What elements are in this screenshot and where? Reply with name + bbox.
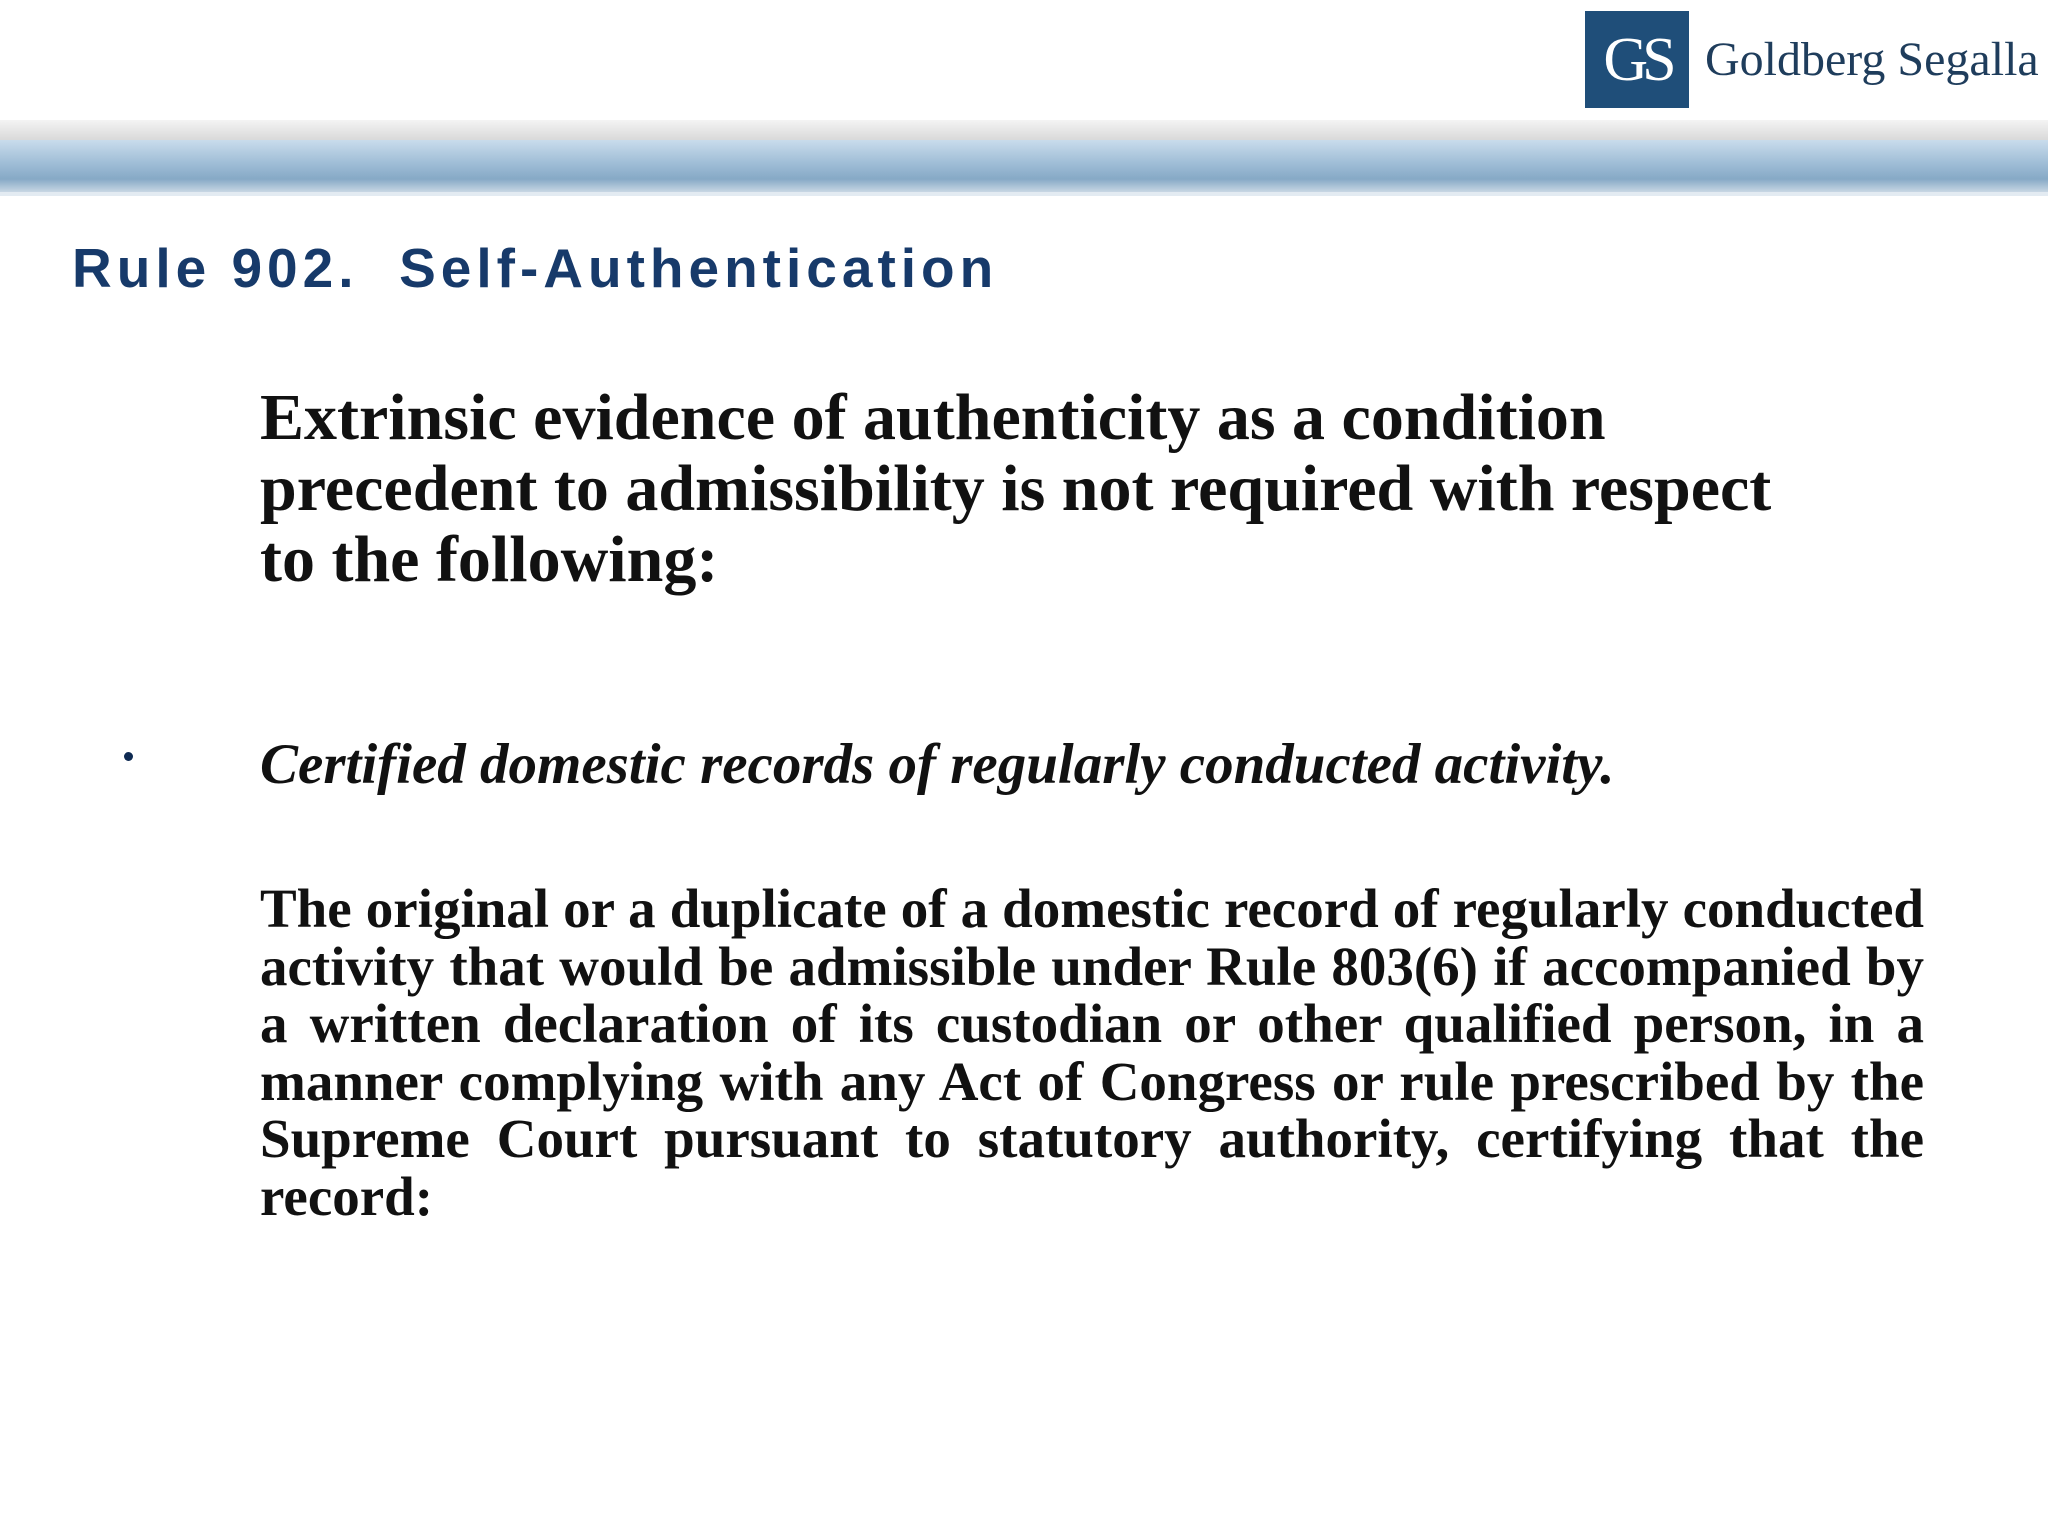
company-logo	[1585, 11, 2039, 108]
bullet-icon	[124, 752, 133, 761]
intro-paragraph: Extrinsic evidence of authenticity as a condition precedent to admissibility is not required with respect to the following:	[260, 381, 1772, 596]
body-paragraph: The original or a duplicate of a domestic record of regularly conducted activity that would be admissible under Rule 803(6) if accompanied by a written declaration of its custodian or other qualified person, in a manner complying with any Act of Congress or rule prescribed by the Supreme Court pursuant to statutory authority, certifying that the record:	[260, 878, 1924, 1227]
logo-name: Goldberg Segalla	[1705, 33, 2039, 86]
bullet-text: Certified domestic records of regularly conducted activity.	[260, 733, 1615, 796]
logo-mark: GS	[1585, 11, 1689, 108]
slide-title: Rule 902. Self-Authentication	[72, 237, 999, 299]
header-band-shadow	[0, 120, 2048, 140]
header-band-line	[0, 192, 2048, 196]
header-band	[0, 140, 2048, 192]
